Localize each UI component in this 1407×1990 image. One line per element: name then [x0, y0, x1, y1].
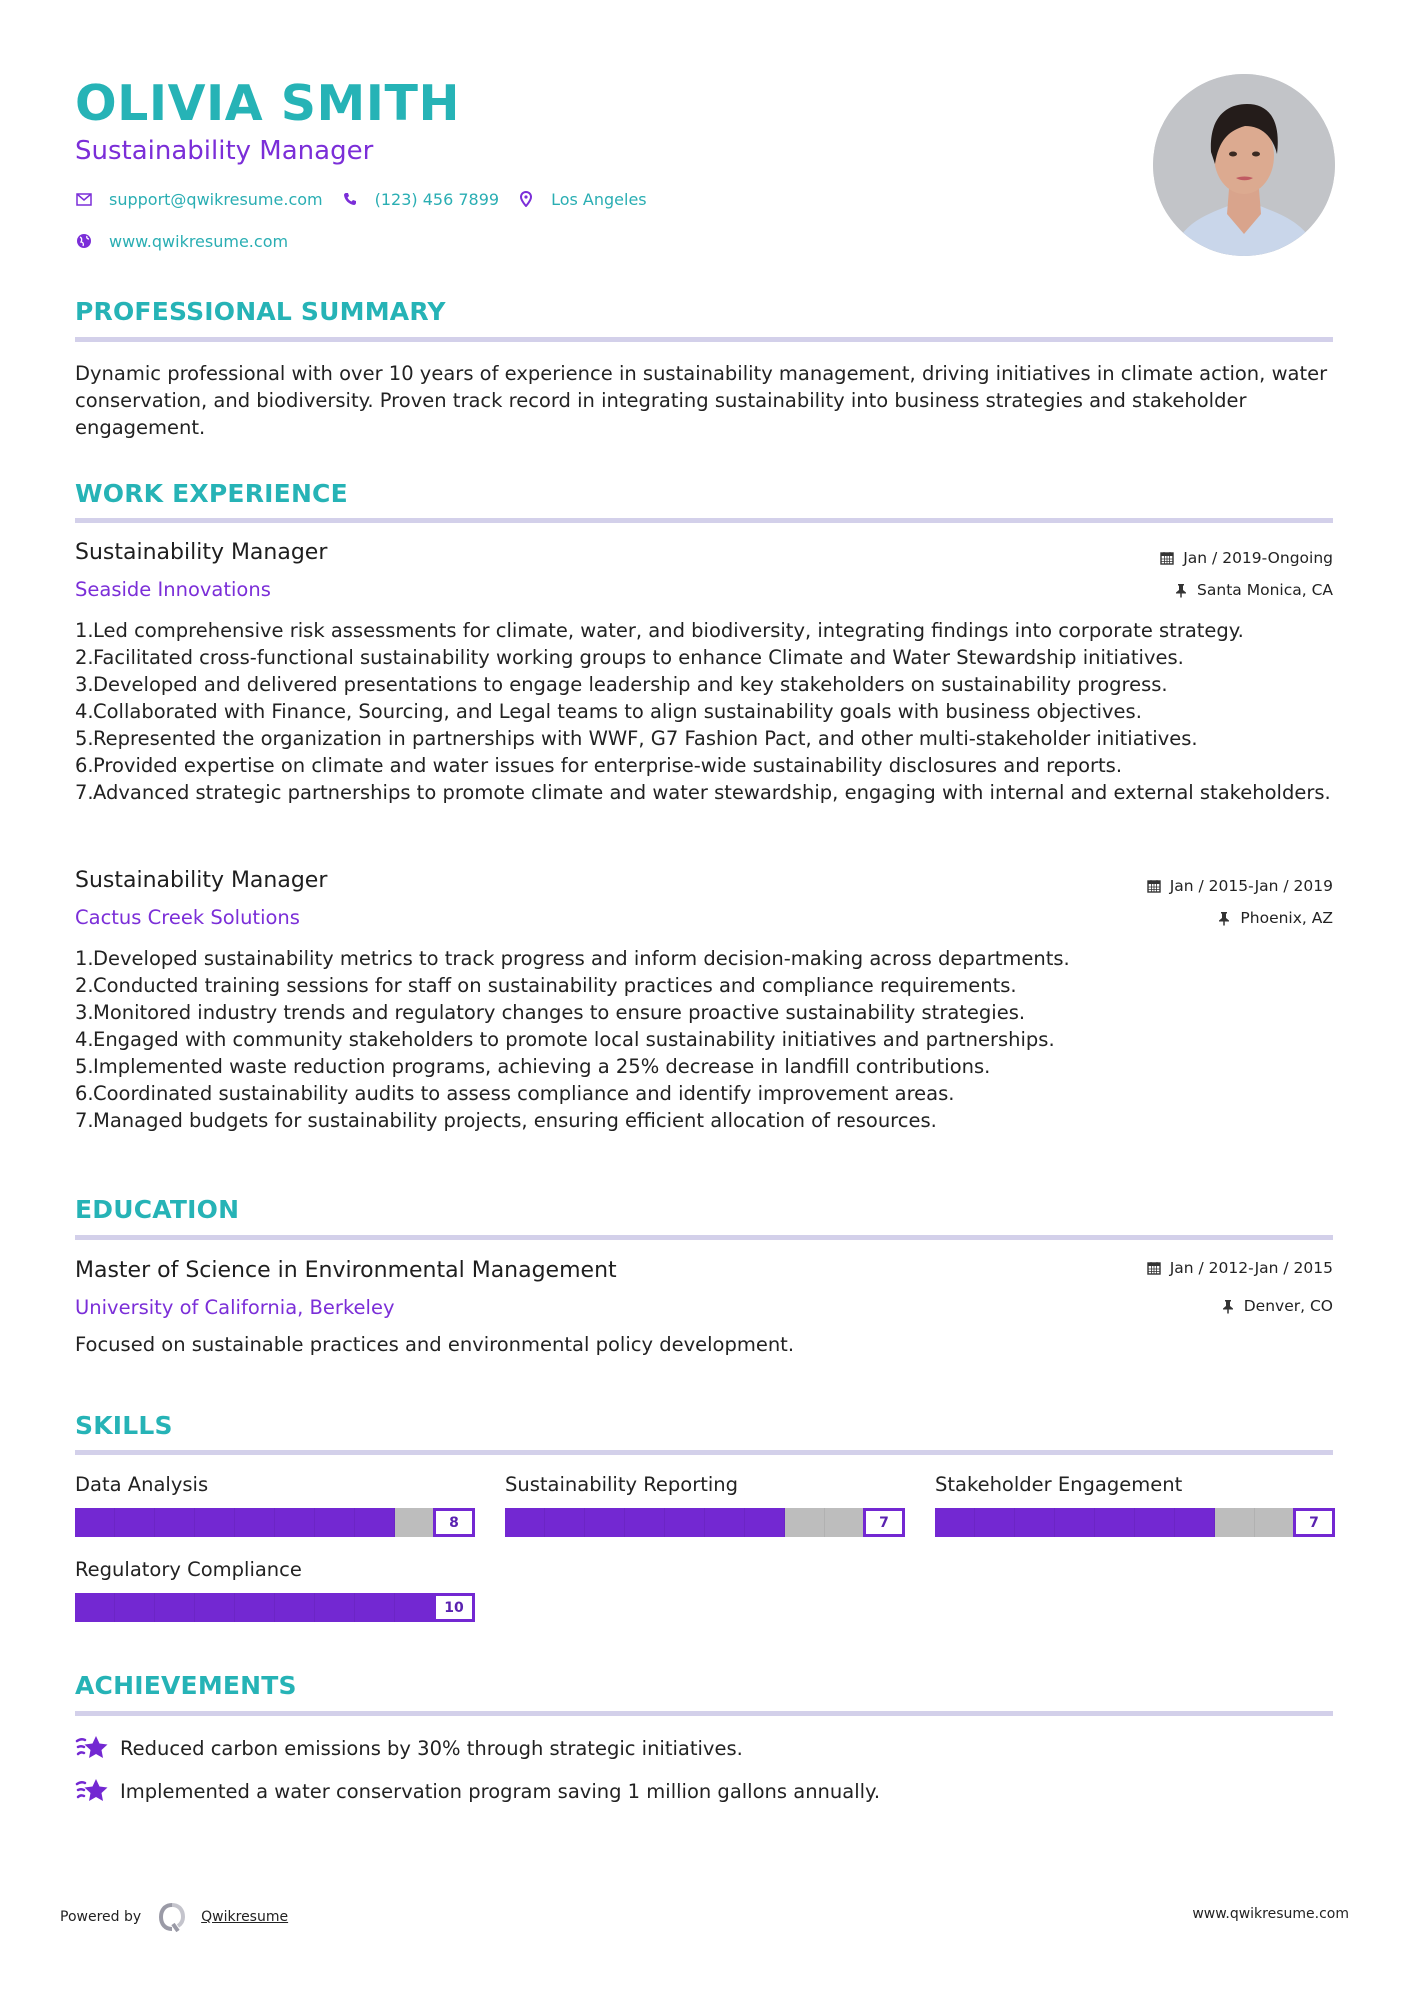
powered-by-label: Powered by — [60, 1909, 142, 1925]
achievement-text: Reduced carbon emissions by 30% through strategic initiatives. — [120, 1736, 743, 1760]
education-dates: Jan / 2012-Jan / 2015 — [1146, 1257, 1333, 1279]
calendar-icon — [1159, 550, 1175, 566]
bullet-item: 6. Provided expertise on climate and water issues for enterprise-wide sustainability disclosures and reports. — [75, 754, 1123, 777]
contact-phone[interactable]: (123) 456 7899 — [374, 189, 500, 209]
education-description: Focused on sustainable practices and environmental policy development. — [75, 1333, 795, 1356]
contact-row — [75, 187, 665, 211]
contact-website[interactable]: www.qwikresume.com — [109, 231, 289, 251]
education-divider — [75, 1235, 1333, 1240]
job-location: Phoenix, AZ — [1216, 907, 1333, 929]
skills-heading: SKILLS — [75, 1411, 173, 1440]
qwikresume-link[interactable]: Qwikresume — [201, 1909, 289, 1925]
skill-value: 7 — [863, 1508, 905, 1537]
education-location: Denver, CO — [1220, 1295, 1333, 1317]
contact-location: Los Angeles — [551, 189, 647, 209]
skill-label: Data Analysis — [75, 1473, 209, 1496]
job-dates: Jan / 2015-Jan / 2019 — [1146, 875, 1333, 897]
contact-email[interactable]: support@qwikresume.com — [109, 189, 323, 209]
bullet-item: 3. Monitored industry trends and regulatory changes to ensure proactive sustainability strategies. — [75, 1001, 1026, 1024]
skill-bar — [75, 1593, 475, 1622]
bullet-item: 6. Coordinated sustainability audits to assess compliance and identify improvement areas. — [75, 1082, 955, 1105]
profile-photo — [1153, 74, 1335, 256]
company-name: Seaside Innovations — [75, 578, 271, 601]
job-dates: Jan / 2019-Ongoing — [1159, 547, 1333, 569]
achievement-item — [75, 1733, 743, 1763]
summary-divider — [75, 337, 1333, 342]
skill-value: 8 — [433, 1508, 475, 1537]
skill-item — [75, 1472, 475, 1537]
shooting-star-icon — [75, 1776, 109, 1806]
skill-value: 10 — [433, 1593, 475, 1622]
skill-item — [75, 1557, 475, 1622]
bullet-item: 4. Collaborated with Finance, Sourcing, and Legal teams to align sustainability goals with business objectives. — [75, 700, 1142, 723]
bullet-item: 7. Advanced strategic partnerships to promote climate and water stewardship, engaging with internal and external stakeholders. — [75, 781, 1331, 804]
summary-text: Dynamic professional with over 10 years of experience in sustainability management, driving initiatives in climate action, water conservation, and biodiversity. Proven track record in integrating sustainability into business strategies and stakeholder engagement. — [75, 362, 1328, 439]
bullet-item: 1. Developed sustainability metrics to track progress and inform decision-making across departments. — [75, 947, 1070, 970]
achievement-item — [75, 1776, 880, 1806]
job-title: Sustainability Manager — [75, 540, 328, 565]
achievement-text: Implemented a water conservation program saving 1 million gallons annually. — [120, 1779, 881, 1803]
skill-label: Stakeholder Engagement — [935, 1473, 1183, 1496]
website-row — [75, 229, 306, 253]
experience-divider — [75, 518, 1333, 523]
bullet-item: 7. Managed budgets for sustainability projects, ensuring efficient allocation of resources. — [75, 1109, 937, 1132]
skill-label: Sustainability Reporting — [505, 1473, 739, 1496]
candidate-title: Sustainability Manager — [75, 136, 374, 166]
map-pin-icon — [517, 190, 535, 208]
skill-bar — [505, 1508, 905, 1537]
pushpin-icon — [1220, 1298, 1236, 1314]
calendar-icon — [1146, 878, 1162, 894]
achievements-divider — [75, 1711, 1333, 1716]
bullet-item: 4. Engaged with community stakeholders to promote local sustainability initiatives and partnerships. — [75, 1028, 1055, 1051]
education-heading: EDUCATION — [75, 1195, 240, 1224]
phone-icon — [341, 190, 359, 208]
footer-powered-by — [60, 1902, 288, 1932]
school-name: University of California, Berkeley — [75, 1296, 395, 1319]
bullet-item: 3. Developed and delivered presentations to engage leadership and key stakeholders on sustainability progress. — [75, 673, 1168, 696]
shooting-star-icon — [75, 1733, 109, 1763]
degree-title: Master of Science in Environmental Management — [75, 1258, 617, 1283]
summary-heading: PROFESSIONAL SUMMARY — [75, 297, 446, 326]
skill-bar — [75, 1508, 475, 1537]
skill-value: 7 — [1293, 1508, 1335, 1537]
job-bullets — [75, 617, 1340, 806]
bullet-item: 2. Facilitated cross-functional sustainability working groups to enhance Climate and Water Stewardship initiatives. — [75, 646, 1184, 669]
company-name: Cactus Creek Solutions — [75, 906, 300, 929]
bullet-item: 1. Led comprehensive risk assessments for climate, water, and biodiversity, integrating findings into corporate strategy. — [75, 619, 1244, 642]
skills-divider — [75, 1450, 1333, 1455]
candidate-name: OLIVIA SMITH — [75, 75, 460, 132]
bullet-item: 5. Implemented waste reduction programs, achieving a 25% decrease in landfill contributions. — [75, 1055, 991, 1078]
bullet-item: 5. Represented the organization in partnerships with WWF, G7 Fashion Pact, and other multi-stakeholder initiatives. — [75, 727, 1198, 750]
globe-icon — [75, 232, 93, 250]
bullet-item: 2. Conducted training sessions for staff on sustainability practices and compliance requirements. — [75, 974, 1017, 997]
job-bullets — [75, 945, 1340, 1134]
job-title: Sustainability Manager — [75, 868, 328, 893]
qwikresume-logo-icon — [157, 1902, 187, 1932]
pushpin-icon — [1216, 910, 1232, 926]
calendar-icon — [1146, 1260, 1162, 1276]
experience-heading: WORK EXPERIENCE — [75, 479, 348, 508]
envelope-icon — [75, 190, 93, 208]
skill-label: Regulatory Compliance — [75, 1558, 302, 1581]
achievements-heading: ACHIEVEMENTS — [75, 1671, 297, 1700]
job-location: Santa Monica, CA — [1173, 579, 1333, 601]
pushpin-icon — [1173, 582, 1189, 598]
footer-url[interactable]: www.qwikresume.com — [1192, 1906, 1349, 1922]
skill-bar — [935, 1508, 1335, 1537]
skill-item — [935, 1472, 1335, 1537]
skill-item — [505, 1472, 905, 1537]
